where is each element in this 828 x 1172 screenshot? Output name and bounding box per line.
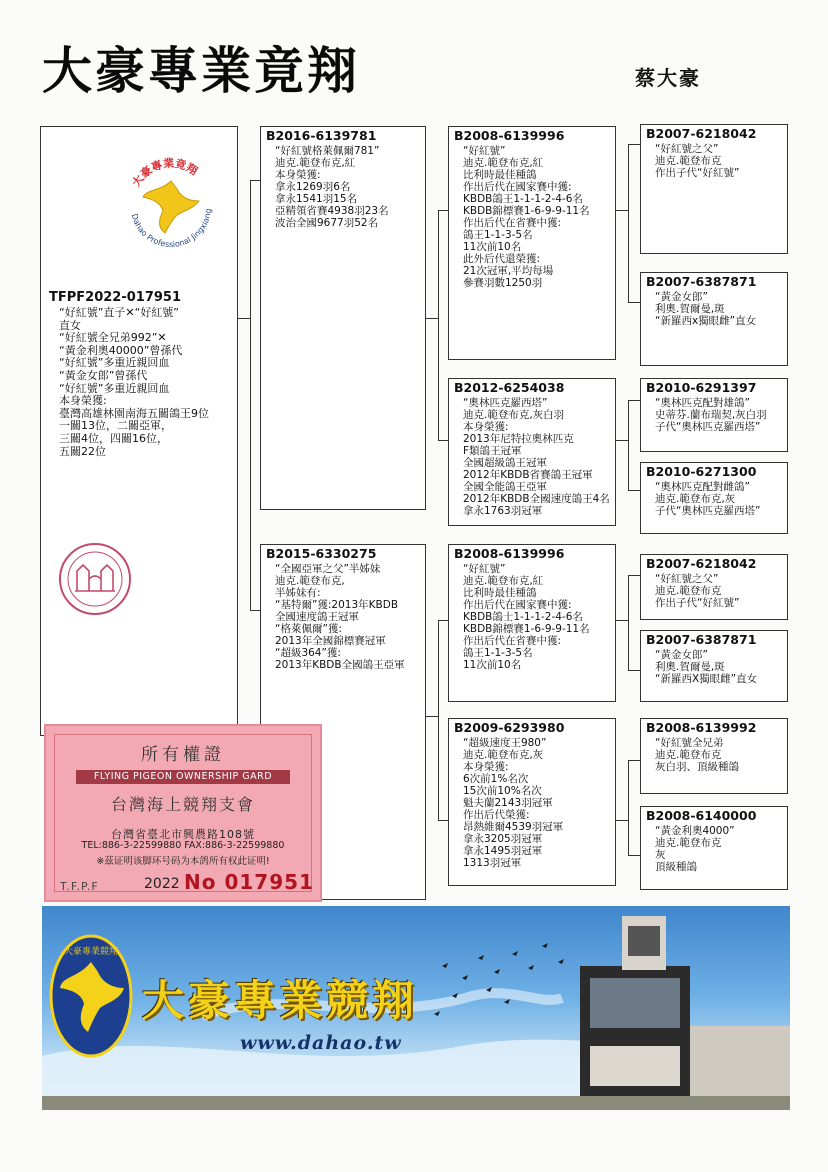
detail-line: 11次前10名 [463, 241, 522, 253]
sd-detail-lines [449, 397, 615, 517]
g3-ring-id: B2007-6387871 [646, 632, 757, 647]
detail-line: 迪克.範登布克,紅 [275, 157, 356, 169]
ds-ring-id: B2008-6139996 [454, 546, 565, 561]
detail-line: 三關4位，四關16位， [59, 431, 168, 445]
g3-box-3 [640, 378, 788, 452]
dd-ring-id: B2009-6293980 [454, 720, 565, 735]
sire-sire-box [448, 126, 616, 360]
detail-line: 直女 [59, 318, 81, 332]
detail-line: 一關13位，二關亞軍， [59, 419, 172, 433]
svg-text:Dahao Professional Jingxiang: Dahao Professional Jingxiang [129, 208, 214, 250]
detail-line: 2013年KBDB全國鴿王亞軍 [275, 659, 405, 671]
banner-title: 大豪專業競翔 [142, 976, 419, 1025]
detail-line: 11次前10名 [463, 659, 522, 671]
connector [250, 180, 260, 181]
card-tfpf: T.F.P.F [60, 880, 99, 893]
detail-line: 亞精領省賽4938羽23名 [275, 205, 389, 217]
detail-line: 拿永3205羽冠軍 [463, 833, 543, 845]
detail-line: “好紅號”多重近親回血 [59, 356, 170, 370]
detail-line: 參賽羽數1250羽 [463, 277, 543, 289]
g3-box-4 [640, 462, 788, 534]
connector [616, 210, 628, 211]
detail-line: 迪克.範登布克,灰白羽 [463, 409, 565, 421]
detail-line: “新羅西X獨眼雌”直女 [655, 673, 758, 685]
g3-ring-id: B2007-6218042 [646, 126, 757, 141]
main-detail-lines [41, 307, 237, 458]
detail-line: 迪克.範登布克, [275, 575, 345, 587]
g3-detail-lines [641, 481, 787, 517]
detail-line: 1313羽冠軍 [463, 857, 522, 869]
g3-box-2 [640, 272, 788, 366]
detail-line: 灰 [655, 849, 666, 861]
detail-line: “好紅號之父” [655, 143, 719, 155]
banner-website-link[interactable]: www.dahao.tw [240, 1032, 402, 1054]
detail-line: 史蒂芬.蘭布瑞契,灰白羽 [655, 409, 767, 421]
detail-line: 拿永1269羽6名 [275, 181, 351, 193]
detail-line: 作出后代榮獲: [463, 809, 530, 821]
detail-line: 半姊妹有: [275, 587, 321, 599]
dahao-banner [42, 906, 790, 1110]
g3-detail-lines [641, 573, 787, 609]
detail-line: “好紅號格萊佩爾781” [275, 145, 380, 157]
owner-name: 蔡大豪 [635, 66, 701, 90]
main-pigeon-box [40, 126, 238, 736]
detail-line: 利奧.賀爾曼,斑 [655, 661, 725, 673]
connector [628, 760, 640, 761]
detail-line: 頂級種鴿 [655, 861, 697, 873]
detail-line: 作出子代“好紅號” [655, 167, 740, 179]
eagle-logo-icon [48, 932, 134, 1062]
dam-ring-id: B2015-6330275 [266, 546, 377, 561]
svg-text:大豪專業竟翔: 大豪專業竟翔 [129, 156, 200, 190]
detail-line: 迪克.範登布克 [655, 155, 722, 167]
g3-box-6 [640, 630, 788, 702]
sire-box [260, 126, 426, 510]
detail-line: 比利時最佳種鴿 [463, 587, 537, 599]
g3-detail-lines [641, 737, 787, 773]
sd-ring-id: B2012-6254038 [454, 380, 565, 395]
ds-detail-lines [449, 563, 615, 671]
detail-line: 全國超級鴿王冠軍 [463, 457, 547, 469]
detail-line: 作出后代在國家賽中獲: [463, 181, 572, 193]
connector [438, 620, 448, 621]
sire-dam-box [448, 378, 616, 526]
detail-line: 魁夫蘭2143羽冠軍 [463, 797, 553, 809]
detail-line: “好紅號全兄弟992”✕ [59, 331, 167, 345]
detail-line: 本身榮獲: [275, 169, 321, 181]
g3-ring-id: B2007-6387871 [646, 274, 757, 289]
main-ring-id: TFPF2022-017951 [49, 290, 182, 305]
connector [250, 610, 260, 611]
g3-detail-lines [641, 143, 787, 179]
detail-line: KBDB錦標賽1-6-9-9-11名 [463, 205, 590, 217]
detail-line: “奧林匹克配對雌鴿” [655, 481, 750, 493]
connector [426, 716, 438, 717]
connector [616, 620, 628, 621]
card-english-title: FLYING PIGEON OWNERSHIP GARD [76, 770, 290, 784]
detail-line: 子代“奧林匹克羅西塔” [655, 421, 761, 433]
card-note: ※茲证明该脚环号码为本鸽所有权此证明! [96, 856, 270, 867]
detail-line: 全國全能鴿王亞軍 [463, 481, 547, 493]
card-heading: 所有權證 [141, 745, 225, 765]
connector [250, 180, 251, 610]
g3-ring-id: B2010-6291397 [646, 380, 757, 395]
detail-line: “超級速度王980” [463, 737, 547, 749]
detail-line: “基特爾”獲:2013年KBDB [275, 599, 399, 611]
ss-detail-lines [449, 145, 615, 289]
detail-line: 2012年KBDB全國速度鴿王4名 [463, 493, 610, 505]
detail-line: “黃金利奧4000” [655, 825, 735, 837]
g3-detail-lines [641, 649, 787, 685]
detail-line: “奧林匹克羅西塔” [463, 397, 548, 409]
detail-line: 鴿王1-1-3-5名 [463, 647, 533, 659]
detail-line: “黃金女郎” [655, 291, 708, 303]
detail-line: “奧林匹克配對雄鴿” [655, 397, 750, 409]
detail-line: F類鴿王冠軍 [463, 445, 522, 457]
connector [628, 144, 640, 145]
detail-line: “好紅號” [463, 563, 506, 575]
detail-line: “好紅號全兄弟 [655, 737, 724, 749]
detail-line: 迪克.範登布克,紅 [463, 575, 544, 587]
detail-line: 6次前1%名次 [463, 773, 529, 785]
connector [616, 820, 628, 821]
detail-line: KBDB鴿士1-1-1-2-4-6名 [463, 611, 583, 623]
main-pigeon-text [41, 289, 237, 458]
connector [628, 144, 629, 302]
connector [438, 440, 448, 441]
detail-line: 迪克.範登布克,灰 [655, 493, 736, 505]
connector [438, 620, 439, 820]
connector [616, 440, 628, 441]
dam-dam-box [448, 718, 616, 886]
g3-detail-lines [641, 397, 787, 433]
connector [628, 575, 640, 576]
card-number: No 017951 [184, 870, 314, 894]
connector [426, 318, 438, 319]
g3-box-8 [640, 806, 788, 890]
connector [628, 490, 640, 491]
detail-line: 本身榮獲: [463, 761, 509, 773]
detail-line: 灰白羽、頂級種鴿 [655, 761, 739, 773]
detail-line: 利奧.賀爾曼,斑 [655, 303, 725, 315]
detail-line: 迪克.範登布克,灰 [463, 749, 544, 761]
detail-line: “黃金利奧40000”曾孫代 [59, 343, 183, 357]
card-address: 台灣省臺北市興農路108號 [111, 828, 255, 841]
detail-line: 作出后代在省賽中獲: [463, 635, 562, 647]
detail-line: 子代“奧林匹克羅西塔” [655, 505, 761, 517]
detail-line: 比利時最佳種鴿 [463, 169, 537, 181]
detail-line: 拿永1495羽冠軍 [463, 845, 543, 857]
connector [628, 670, 640, 671]
detail-line: 臺灣高雄林園南海五關鴿王9位 [59, 406, 209, 420]
detail-line: 2012年KBDB省賽鴿王冠軍 [463, 469, 593, 481]
detail-line: 迪克.範登布克 [655, 837, 722, 849]
detail-line: 波治全國9677羽52名 [275, 217, 379, 229]
ss-ring-id: B2008-6139996 [454, 128, 565, 143]
detail-line: 鴿王1-1-3-5名 [463, 229, 533, 241]
connector [238, 318, 250, 319]
detail-line: 此外后代還榮獲: [463, 253, 541, 265]
detail-line: 拿永1541羽15名 [275, 193, 358, 205]
detail-line: 本身榮獲: [463, 421, 509, 433]
dam-detail-lines [261, 563, 425, 671]
detail-line: 2013年尼特拉奧林匹克 [463, 433, 574, 445]
page-title: 大豪專業竟翔 [42, 42, 360, 100]
detail-line: “好紅號之父” [655, 573, 719, 585]
connector [628, 575, 629, 670]
g3-ring-id: B2010-6271300 [646, 464, 757, 479]
g3-box-7 [640, 718, 788, 794]
detail-line: 迪克.範登布克 [655, 585, 722, 597]
dam-sire-box [448, 544, 616, 702]
connector [628, 400, 629, 490]
g3-detail-lines [641, 825, 787, 873]
connector [628, 855, 640, 856]
ownership-card [44, 724, 322, 902]
g3-ring-id: B2008-6140000 [646, 808, 757, 823]
dahao-seal-logo [117, 149, 225, 257]
detail-line: 迪克.範登布克,紅 [463, 157, 544, 169]
card-organization: 台灣海上競翔支會 [110, 795, 255, 814]
sire-ring-id: B2016-6139781 [266, 128, 377, 143]
detail-line: 作出后代在國家賽中獲: [463, 599, 572, 611]
detail-line: 21次冠軍,平均每場 [463, 265, 554, 277]
detail-line: “全國亞軍之父”半姊妹 [275, 563, 381, 575]
g3-detail-lines [641, 291, 787, 327]
connector [438, 820, 448, 821]
detail-line: “新羅西x獨眼雌”直女 [655, 315, 757, 327]
connector [438, 210, 448, 211]
card-phone: TEL:886-3-22599880 FAX:886-3-22599880 [81, 840, 285, 851]
detail-line: 作出子代“好紅號” [655, 597, 740, 609]
dd-detail-lines [449, 737, 615, 869]
detail-line: “好紅號”直子✕“好紅號” [59, 306, 180, 319]
detail-line: 全國速度鴿王冠軍 [275, 611, 359, 623]
detail-line: “超級364”獲: [275, 647, 341, 659]
connector [628, 760, 629, 855]
detail-line: 2013年全國錦標賽冠軍 [275, 635, 386, 647]
detail-line: 本身榮獲: [59, 394, 107, 408]
detail-line: “格萊佩爾”獲: [275, 623, 342, 635]
detail-line: “好紅號”多重近親回血 [59, 381, 170, 395]
detail-line: KBDB鴿王1-1-1-2-4-6名 [463, 193, 583, 205]
card-year: 2022 [144, 876, 180, 892]
detail-line: “好紅號” [463, 145, 506, 157]
g3-box-1 [640, 124, 788, 254]
detail-line: 五關22位 [59, 444, 106, 458]
g3-ring-id: B2007-6218042 [646, 556, 757, 571]
detail-line: 迪克.範登布克 [655, 749, 722, 761]
svg-text:大豪專業競翔: 大豪專業競翔 [63, 947, 119, 957]
g3-box-5 [640, 554, 788, 620]
detail-line: 作出后代在省賽中獲: [463, 217, 562, 229]
sire-detail-lines [261, 145, 425, 229]
connector [438, 210, 439, 440]
detail-line: “黃金女郎” [655, 649, 708, 661]
connector [628, 302, 640, 303]
detail-line: 15次前10%名次 [463, 785, 542, 797]
detail-line: “黃金女郎”曾孫代 [59, 368, 148, 382]
detail-line: 拿永1763羽冠軍 [463, 505, 543, 517]
detail-line: 昂熱維爾4539羽冠軍 [463, 821, 564, 833]
connector [628, 400, 640, 401]
association-stamp-icon [57, 541, 133, 617]
g3-ring-id: B2008-6139992 [646, 720, 757, 735]
detail-line: KBDB錦標賽1-6-9-9-11名 [463, 623, 590, 635]
